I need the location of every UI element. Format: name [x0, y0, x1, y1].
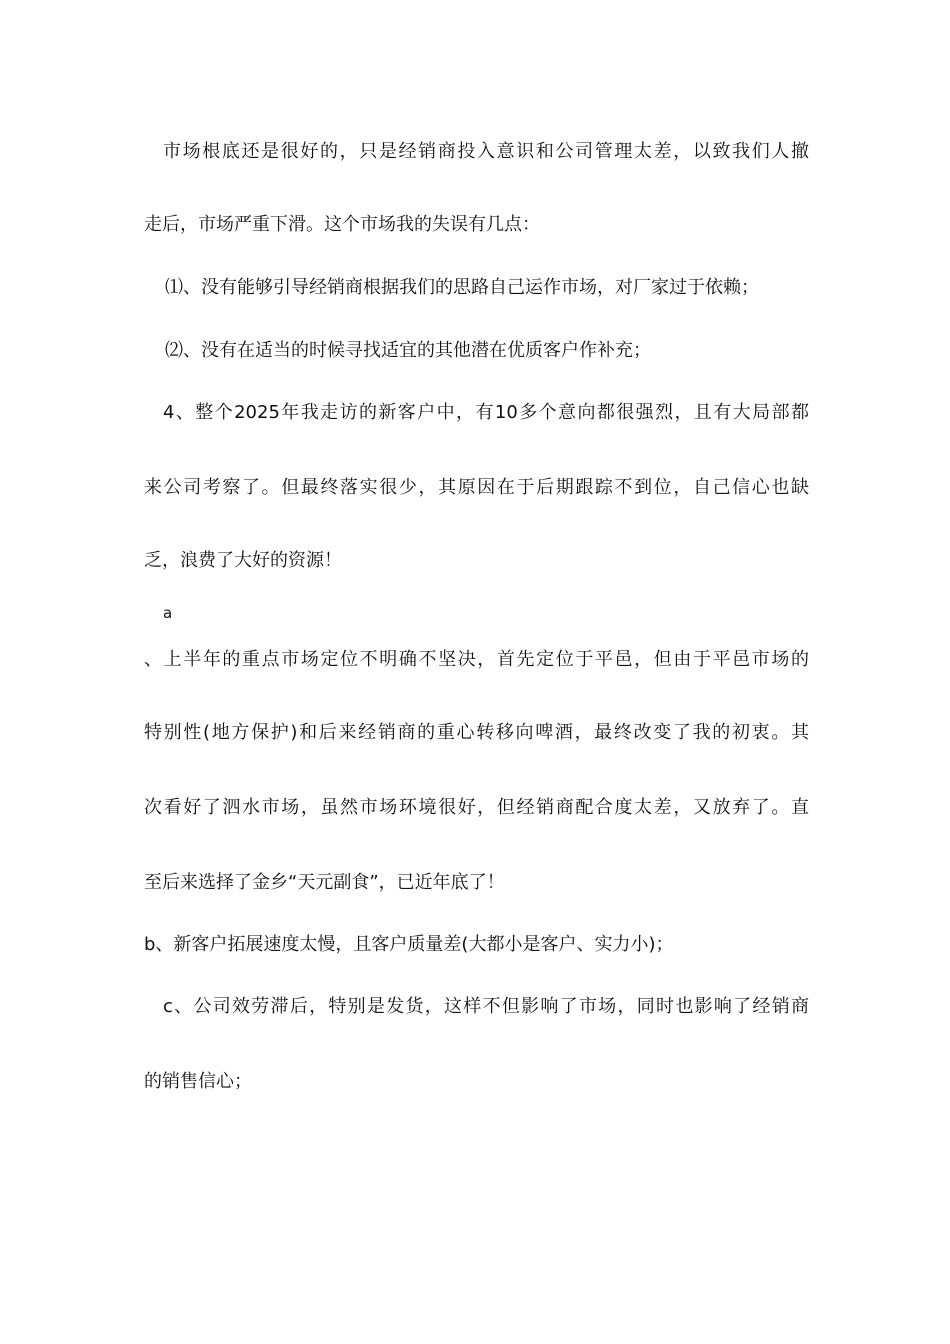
paragraph-line: 来公司考察了。但最终落实很少，其原因在于后期跟踪不到位，自己信心也缺	[144, 477, 809, 498]
list-marker: a	[163, 604, 173, 622]
list-item: c、公司效劳滞后，特别是发货，这样不但影响了市场，同时也影响了经销商	[163, 996, 809, 1017]
paragraph-line: 、上半年的重点市场定位不明确不坚决，首先定位于平邑，但由于平邑市场的	[144, 649, 809, 670]
paragraph-line: 走后，市场严重下滑。这个市场我的失误有几点：	[144, 214, 540, 235]
paragraph-line: 4、整个2025年我走访的新客户中，有10多个意向都很强烈，且有大局部都	[163, 402, 809, 423]
paragraph-line: 次看好了泗水市场，虽然市场环境很好，但经销商配合度太差，又放弃了。直	[144, 797, 809, 818]
list-item: b、新客户拓展速度太慢，且客户质量差(大都小是客户、实力小)；	[144, 934, 674, 955]
paragraph-line: 市场根底还是很好的，只是经销商投入意识和公司管理太差，以致我们人撤	[163, 141, 809, 162]
paragraph-line: 特别性(地方保护)和后来经销商的重心转移向啤酒，最终改变了我的初衷。其	[144, 722, 809, 743]
paragraph-line: 至后来选择了金乡“天元副食”，已近年底了！	[144, 872, 505, 893]
list-item: ⑵、没有在适当的时候寻找适宜的其他潜在优质客户作补充；	[165, 340, 651, 361]
paragraph-line: 的销售信心；	[144, 1071, 252, 1092]
list-item: ⑴、没有能够引导经销商根据我们的思路自己运作市场，对厂家过于依赖；	[165, 277, 759, 298]
paragraph-line: 乏，浪费了大好的资源！	[144, 550, 342, 571]
